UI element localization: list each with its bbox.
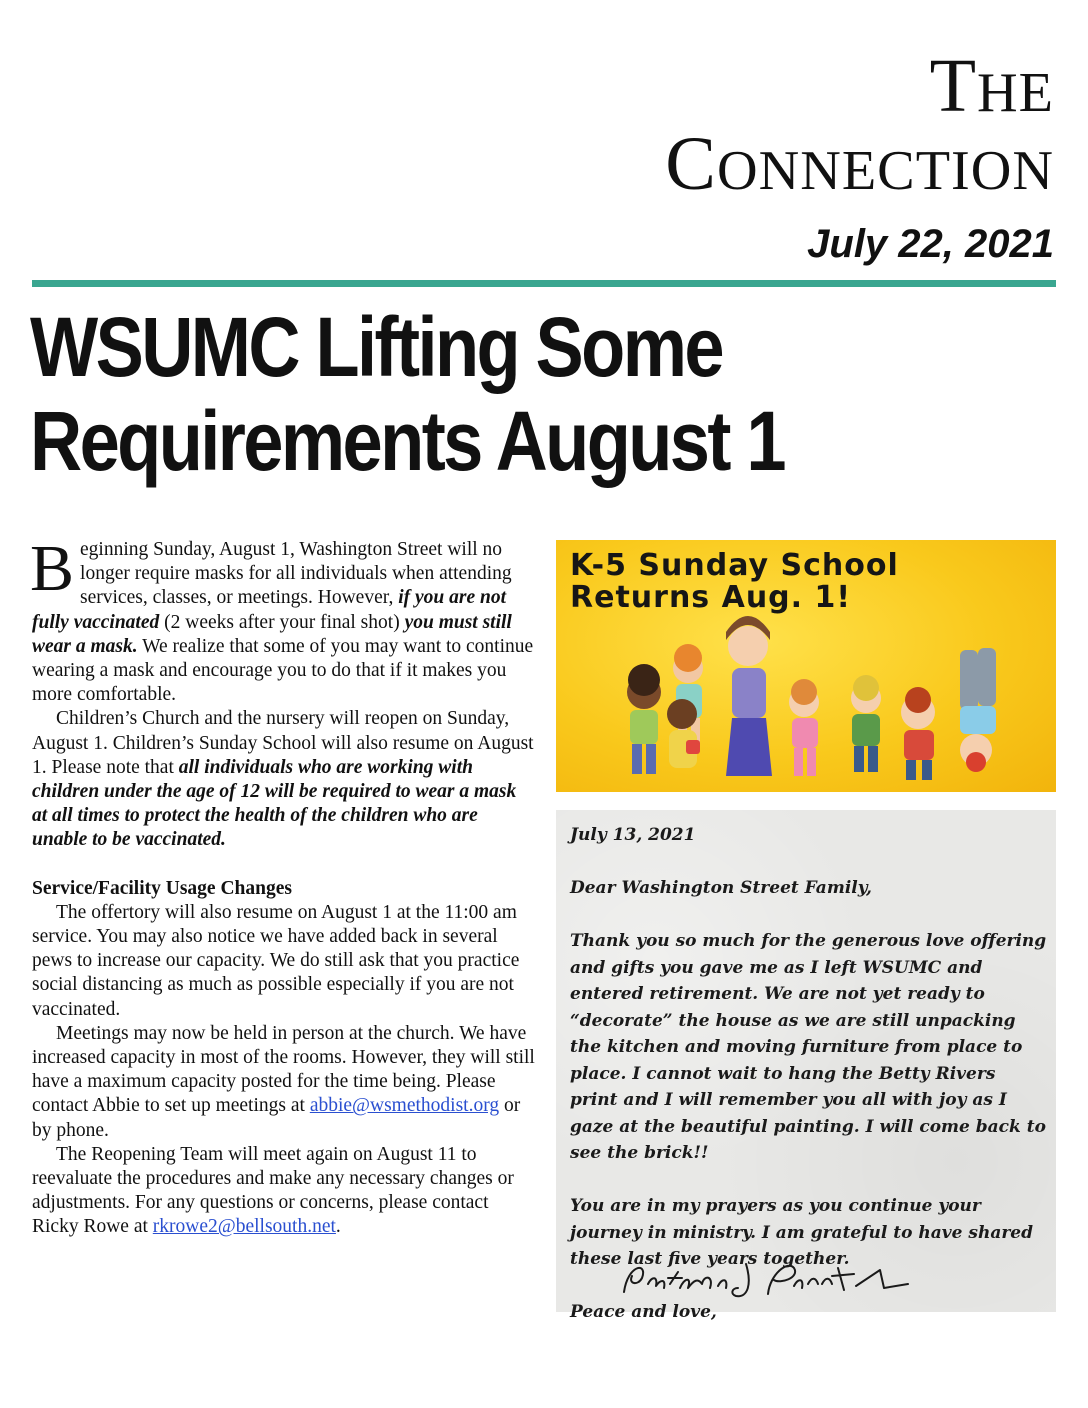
article-subheading: Service/Facility Usage Changes [32,877,292,899]
sunday-school-banner [556,540,1056,792]
letter-body-1: Thank you so much for the generous love offering and gifts you gave me as I left WSUMC and entered retirement. We are not yet ready to “decorate” the house as we are still unpacking the kitchen and moving furniture from place to place. I cannot wait to hang the Betty Rivers print and I will remember you all with joy as I gaze at the beautiful painting. I will come back to see the brick!! [570,931,1047,1163]
teacher-figure [726,616,772,776]
child-figure-5 [851,675,881,772]
letter-body-2: You are in my prayers as you continue your journey in ministry. I am grateful to have shared these last five years together. [570,1196,1033,1269]
child-figure-6 [901,687,935,780]
banner-title: K-5 Sunday School Returns Aug. 1! [570,548,899,615]
page-headline [30,300,916,488]
masthead-connection: CONNECTION [665,122,1054,206]
signature [618,1254,918,1304]
headline-line-1: WSUMC Lifting Some [30,300,722,394]
letter-text [570,822,1048,1326]
letter-date: July 13, 2021 [570,825,696,845]
masthead-the: THE [929,44,1054,128]
ricky-email-link[interactable]: rkrowe2@bellsouth.net [152,1216,336,1238]
child-figure-4 [789,679,819,776]
issue-date: July 22, 2021 [807,222,1054,266]
article-column [30,532,536,1240]
pastor-letter [556,810,1056,1322]
abbie-email-link[interactable]: abbie@wsmethodist.org [309,1095,500,1117]
header-divider [32,280,1056,287]
letter-closing: Peace and love, [570,1302,717,1322]
child-figure-7 [960,648,996,772]
article-paragraph-5: The Reopening Team will meet again on August 11 to reevaluate the procedures and make any necessary changes or adjustments. For any questions or concerns, please contact Ricky Rowe at rkrowe2@bellsouth.net. [32,1143,514,1238]
child-figure-3 [667,699,700,768]
drop-cap: B [30,532,75,605]
children-illustration [556,540,1056,792]
article-paragraph-1: Beginning Sunday, August 1, Washington Street will no longer require masks for all individuals when attending services, classes, or meetings. However, if you are not fully vaccinated (2 weeks after your final shot) you must still wear a mask. We realize that some of you may want to continue wearing a mask and encourage you to do that if it makes you more comfortable. [30,532,534,706]
masthead [665,44,1054,206]
letter-greeting: Dear Washington Street Family, [570,878,872,898]
child-figure-1 [627,664,661,774]
article-paragraph-2: Children’s Church and the nursery will reopen on Sunday, August 1. Children’s Sunday School will also resume on August 1. Please note that all individuals who are working with children under the age of 12 will be required to wear a mask at all times to protect the health of the children who are unable to be vaccinated. [32,708,534,851]
article-paragraph-3: The offertory will also resume on August 1 at the 11:00 am service. You may also notice we have added back in several pews to increase our capacity. We do still ask that you practice social distancing as much as possible especially if you are not vaccinated. [32,901,520,1020]
article-paragraph-4: Meetings may now be held in person at the church. We have increased capacity in most of the rooms. However, they will still have a maximum capacity posted for the time being. Please contact Abbie to set up meetings at abbie@wsmethodist.org or by phone. [32,1022,535,1141]
headline-line-2: Requirements August 1 [30,394,784,488]
